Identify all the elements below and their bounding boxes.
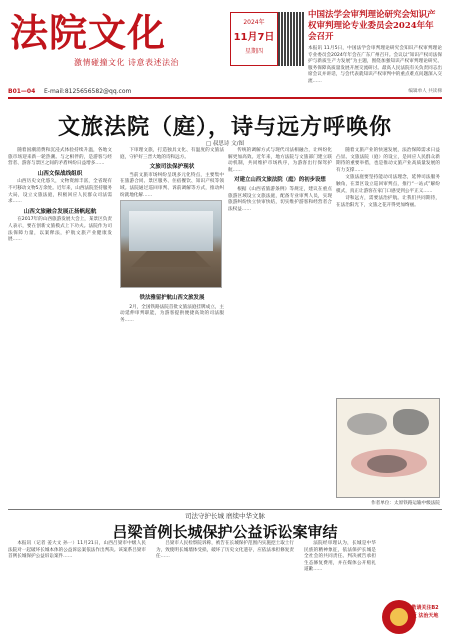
paragraph: 下审理文旅，打造独具文化、有温度的文旅法庭，守护好三晋大地的诗和远方。	[120, 148, 224, 160]
second-kicker: 司法守护长城 磨续中华文脉	[184, 512, 266, 520]
article-column-1	[8, 148, 112, 245]
paragraph: 随着文旅产业的快速发展，法治保障需求日益凸显。文旅法院（庭）的设立，是回应人民群众新期待的重要举措，也是推动文旅产业高质量发展的有力支撑……	[336, 148, 440, 173]
paragraph: 文旅法庭要坚持能动司法理念，延伸司法服务触角，在景区设立巡回审判点，推行“一站式”解纷模式，真正让游客在家门口感受到公平正义……	[336, 175, 440, 194]
paragraph: 在2017年的山西旅游发展大会上，某景区负责人表示，要在创新文旅模式上下功夫。法院作为司法保障力量，以案释法，护航文旅产业健康发展……	[8, 217, 112, 243]
edition-email: E-mail:8125656582@qq.com	[44, 88, 132, 95]
issue-weekday: 星期四	[244, 48, 263, 55]
qr-code-icon	[278, 12, 304, 66]
promo-ad[interactable]	[380, 598, 440, 636]
top-news-editor: 编辑单人 共读梯	[408, 88, 442, 94]
photo-sky	[129, 211, 213, 251]
paragraph: 法院经审理认为，长城是中华民族的精神象征，依法保护长城是全社会的共同责任。判决被告承担生态修复费用，并在媒体公开赔礼道歉……	[304, 541, 376, 573]
issue-date: 11月7日	[233, 32, 275, 43]
paragraph: 本报讯（记者 姜大文 孙一）11月21日，山西吕梁市中级人民法院对一起破坏长城本体的公益诉讼案依法作出判决。该案系吕梁市首例长城保护公益诉讼案件……	[8, 541, 146, 560]
second-headline: 吕梁首例长城保护公益诉讼案审结	[112, 523, 338, 541]
ink-stroke	[367, 455, 407, 473]
paragraph: 诗和远方，需要法治护航。让我们共同期待，在法治阳光下，文旅之花开得更加绚丽。	[336, 196, 440, 208]
photo-caption: 铁法雅留护航山西文旅发展	[139, 295, 205, 302]
ink-painting-image	[336, 398, 440, 498]
second-column-2	[156, 541, 294, 561]
top-news-headline: 中国法学会审判理论研究会知识产权审判理论专业委员会2024年年会召开	[308, 10, 436, 42]
ink-stroke	[393, 409, 429, 435]
section-heading: 对建立山西文旅法院（庭）的初步设想	[234, 177, 326, 184]
article-photo-temple	[120, 200, 222, 288]
issue-year: 2024年	[243, 19, 265, 26]
paragraph: 山西历史文化悠久，文物资源丰富，全省现有不可移动文物5万余处。近年来，山西法院坚持服务大局，设立文旅法庭，积极回应人民群众司法需求……	[8, 179, 112, 205]
newspaper-slogan: 激情碰撞文化 诗意表述法治	[74, 58, 180, 67]
painting-caption: 作者单位：太原铁路运输中级法院	[371, 501, 440, 506]
edition-bar	[8, 88, 442, 96]
paragraph: 传统的调解方式与现代司法相融合，让纠纷化解更加高效。近年来，地方法院与文旅部门建立联动机制，共同维护市场秩序，为游客出行保驾护航……	[228, 148, 332, 173]
section-heading: 山西文旅融合发展正扬帆起航	[23, 208, 97, 215]
top-news-body: 本报讯 11月5日，中国法学会审判理论研究会知识产权审判理论专业委员会2024年年会在广东广州召开。会议以“知识产权司法保护与新质生产力发展”为主题，围绕加强知识产权审判理论研究、服务保障高质量发展开展交流研讨。最高人民法院有关负责同志出席会议并讲话，与会代表就知识产权审判中的重点难点问题深入交流……	[308, 46, 442, 84]
divider	[8, 97, 442, 99]
main-headline: 文旅法院（庭），诗与远方呼唤你	[57, 114, 392, 140]
main-byline: □ 叔思诗 文/图	[205, 141, 245, 147]
ink-stroke	[347, 413, 387, 435]
promo-text: 敬请关注B2版 法治天地	[411, 605, 439, 619]
second-column-1	[8, 541, 146, 561]
paragraph: 当前文旅市场纠纷呈现多元化特点，主要集中在旅游合同、景区服务、住宿餐饮、知识产权等领域。法院通过巡回审判、诉前调解等方式，推动纠纷就地化解……	[120, 172, 224, 198]
page-number: B01—04	[8, 88, 36, 95]
paragraph: 2月，全国铁路法院首批文旅法庭挂牌成立，主动延伸审判职能，为游客提供便捷高效的司法服务……	[120, 304, 224, 323]
section-heading: 山西文保战线组织	[37, 170, 83, 177]
article-column-4	[336, 148, 440, 210]
divider	[8, 509, 442, 510]
top-news	[308, 10, 442, 94]
paragraph: 随着国潮消费和沉浸式体验持续升温，各地文旅市场迎来新一轮热潮。与之相伴的，是游客与经营者、游客与景区之间的矛盾纠纷日益增多……	[8, 148, 112, 167]
newspaper-title: 法院文化	[10, 10, 167, 55]
issue-date-box	[230, 12, 278, 66]
article-column-3	[228, 148, 332, 214]
section-heading: 文旅司法保护现状	[149, 164, 195, 171]
second-column-3	[304, 541, 376, 574]
paragraph: 吕梁市人民检察院诉称，被告在长城保护范围内实施挖土取土行为，致使明长城墙体受损，破坏了历史文化遗存，应依法承担修复责任……	[156, 541, 294, 560]
paragraph: 根据《山西省旅游条例》等规定，建议在重点旅游区域设立文旅法庭，配备专业审判人员，实现旅游纠纷快立快审快结，切实维护游客和经营者合法权益……	[228, 186, 332, 212]
